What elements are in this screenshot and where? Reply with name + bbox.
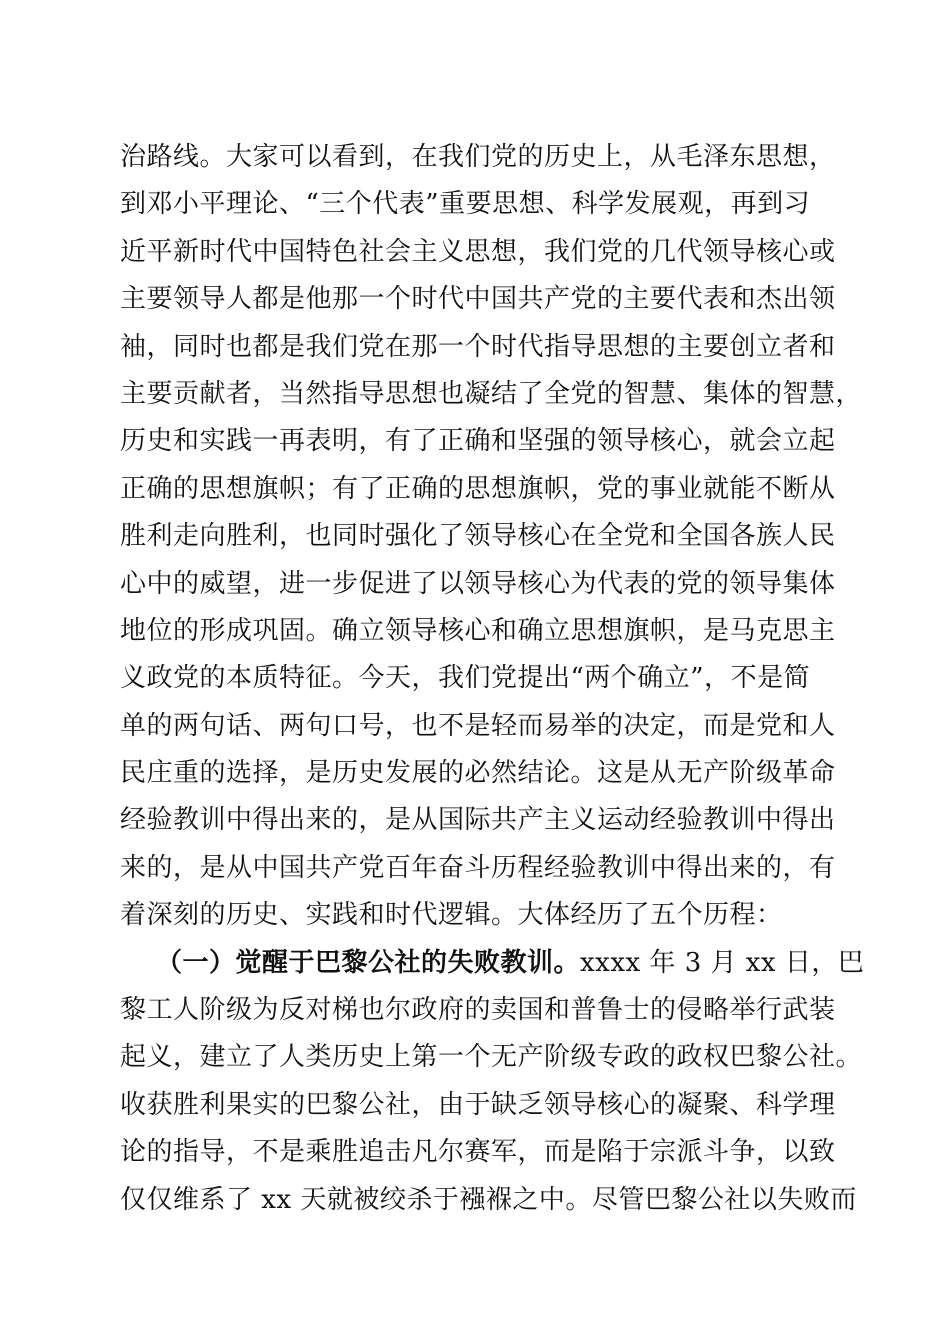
text-line: 单的两句话、两句口号，也不是轻而易举的决定，而是党和人: [120, 710, 836, 741]
text-line: 主要贡献者，当然指导思想也凝结了全党的智慧、集体的智慧，: [120, 378, 863, 409]
text-line: 经验教训中得出来的，是从国际共产主义运动经验教训中得出: [120, 805, 836, 836]
text-line: 民庄重的选择，是历史发展的必然结论。这是从无产阶级革命: [120, 758, 836, 789]
text-line: 胜利走向胜利，也同时强化了领导核心在全党和全国各族人民: [120, 521, 836, 552]
text-line: 义政党的本质特征。今天，我们党提出“两个确立”，不是简: [120, 663, 811, 694]
body-text: [120, 134, 865, 1224]
section-heading: （一）觉醒于巴黎公社的失败教训。: [156, 947, 581, 978]
text-line: 起义，建立了人类历史上第一个无产阶级专政的政权巴黎公社。: [120, 1042, 863, 1073]
text-line: 黎工人阶级为反对梯也尔政府的卖国和普鲁士的侵略举行武装: [120, 995, 836, 1026]
text-line: 着深刻的历史、实践和时代逻辑。大体经历了五个历程：: [120, 900, 783, 931]
section-heading-rest: xxxx 年 3 月 xx 日，巴: [580, 947, 865, 978]
text-line: 到邓小平理论、“三个代表”重要思想、科学发展观，再到习: [120, 189, 811, 220]
section-heading-line: [120, 940, 865, 987]
text-line: 历史和实践一再表明，有了正确和坚强的领导核心，就会立起: [120, 426, 836, 457]
text-line: 近平新时代中国特色社会主义思想，我们党的几代领导核心或: [120, 236, 836, 267]
text-line: 仅仅维系了 xx 天就被绞杀于襁褓之中。尽管巴黎公社以失败而: [120, 1184, 857, 1215]
text-line: 主要领导人都是他那一个时代中国共产党的主要代表和杰出领: [120, 284, 836, 315]
text-line: 袖，同时也都是我们党在那一个时代指导思想的主要创立者和: [120, 331, 836, 362]
text-line: 来的，是从中国共产党百年奋斗历程经验教训中得出来的，有: [120, 852, 836, 883]
text-line: 论的指导，不是乘胜追击凡尔赛军，而是陷于宗派斗争，以致: [120, 1137, 836, 1168]
text-line: 收获胜利果实的巴黎公社，由于缺乏领导核心的凝聚、科学理: [120, 1089, 836, 1120]
text-line: 治路线。大家可以看到，在我们党的历史上，从毛泽东思想，: [120, 142, 836, 172]
text-line: 地位的形成巩固。确立领导核心和确立思想旗帜，是马克思主: [120, 615, 836, 646]
text-line: 心中的威望，进一步促进了以领导核心为代表的党的领导集体: [120, 568, 836, 599]
text-line: 正确的思想旗帜；有了正确的思想旗帜，党的事业就能不断从: [120, 473, 836, 504]
